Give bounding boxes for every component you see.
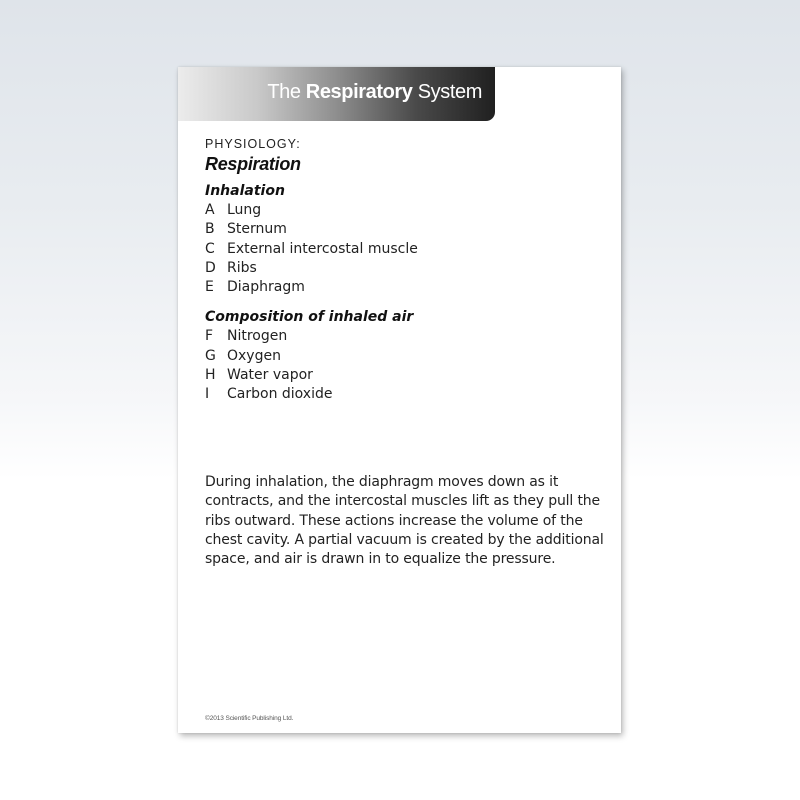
header-title-post: System: [417, 81, 482, 103]
item-label: Sternum: [227, 221, 287, 238]
card-header-title: [267, 81, 482, 104]
item-letter: H: [205, 367, 216, 384]
card-header: [178, 67, 495, 121]
item-label: Nitrogen: [227, 328, 288, 345]
list-item: [205, 220, 595, 239]
item-letter: F: [205, 328, 214, 345]
item-letter: G: [205, 347, 216, 364]
item-letter: B: [205, 221, 215, 238]
item-letter: A: [205, 202, 215, 218]
description-paragraph: During inhalation, the diaphragm moves down as it contracts, and the intercostal muscles lift as they pull the ribs outward. These actions increase the volume of the chest cavity. A partial vacuum is created by the additional space, and air is drawn in to equalize the pressure.: [205, 474, 604, 568]
inhalation-list: [205, 201, 595, 297]
list-item: [205, 327, 595, 346]
list-item: [205, 347, 595, 366]
item-label: External intercostal muscle: [227, 240, 418, 257]
list-item: [205, 366, 595, 385]
item-label: Ribs: [227, 259, 257, 276]
kicker: PHYSIOLOGY:: [205, 137, 301, 151]
section-heading-inhalation: Inhalation: [205, 183, 285, 199]
composition-list: [205, 327, 595, 404]
list-item: [205, 201, 595, 220]
item-label: Water vapor: [227, 367, 313, 384]
item-label: Oxygen: [227, 347, 281, 364]
page-title: Respiration: [205, 154, 301, 174]
header-title-pre: The: [267, 81, 301, 103]
section-heading-composition: Composition of inhaled air: [205, 309, 414, 326]
header-title-bold: Respiratory: [305, 81, 413, 103]
list-item: [205, 259, 595, 278]
item-letter: E: [205, 279, 214, 296]
list-item: [205, 385, 595, 404]
list-item: [205, 240, 595, 259]
copyright-footer: ©2013 Scientific Publishing Ltd.: [205, 715, 294, 722]
item-letter: C: [205, 240, 215, 257]
item-letter: D: [205, 259, 216, 276]
card-content: [205, 137, 595, 405]
list-item: [205, 278, 595, 297]
flash-card: [178, 67, 621, 733]
item-label: Carbon dioxide: [227, 386, 333, 403]
item-label: Lung: [227, 202, 262, 218]
item-label: Diaphragm: [227, 279, 305, 296]
item-letter: I: [205, 386, 210, 403]
